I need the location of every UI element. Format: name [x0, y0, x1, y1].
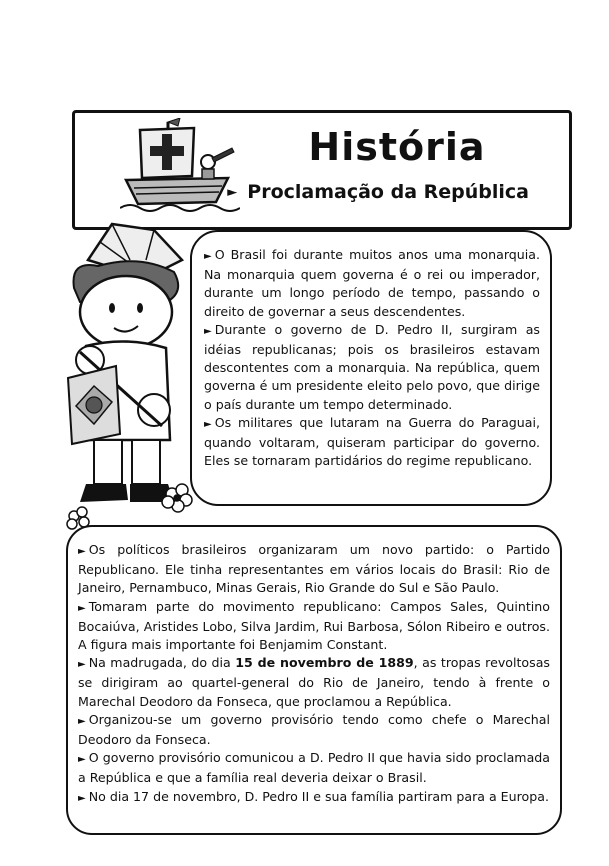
paragraph-text: O Brasil foi durante muitos anos uma monarquia. Na monarquia quem governa é o rei ou imperador, durante um longo período de tempo, passando o direito de governar a seus descendentes.	[204, 247, 540, 319]
details-paragraph	[78, 749, 550, 787]
paragraph-text: Na madrugada, do dia	[88, 655, 236, 671]
triangle-bullet-icon: ►	[227, 185, 238, 200]
speech-bubble-intro	[190, 230, 552, 506]
triangle-bullet-icon: ►	[204, 418, 212, 430]
triangle-bullet-icon: ►	[78, 754, 86, 766]
details-text	[78, 541, 550, 808]
details-paragraph	[78, 598, 550, 655]
intro-paragraph	[204, 414, 540, 471]
page-title: História	[308, 125, 486, 169]
details-paragraph	[78, 541, 550, 598]
flowers-decoration	[60, 480, 200, 530]
paragraph-text: Os militares que lutaram na Guerra do Paraguai, quando voltaram, quiseram participar do governo. Eles se tornaram partidários do regime republicano.	[204, 414, 540, 469]
details-paragraph	[78, 788, 550, 808]
triangle-bullet-icon: ►	[78, 792, 86, 804]
triangle-bullet-icon: ►	[78, 602, 86, 614]
paragraph-text: , as tropas revoltosas se dirigiram ao quartel-general do Rio de Janeiro, tendo à frente o Marechal Deodoro da Fonseca, que proclamou a República.	[78, 655, 550, 709]
intro-paragraph	[204, 246, 540, 321]
intro-paragraph	[204, 321, 540, 414]
triangle-bullet-icon: ►	[204, 325, 212, 337]
triangle-bullet-icon: ►	[78, 546, 86, 557]
paragraph-text: No dia 17 de novembro, D. Pedro II e sua família partiram para a Europa.	[88, 788, 549, 804]
paragraph-text: O governo provisório comunicou a D. Pedro II que havia sido proclamada a República e que a família real deveria deixar o Brasil.	[78, 750, 550, 786]
speech-bubble-details	[66, 525, 562, 835]
triangle-bullet-icon: ►	[78, 659, 86, 671]
paragraph-text: Organizou-se um governo provisório tendo como chefe o Marechal Deodoro da Fonseca.	[78, 711, 550, 748]
page-subtitle	[227, 181, 529, 203]
paragraph-text: Os políticos brasileiros organizaram um novo partido: o Partido Republicano. Ele tinha representantes em vários locais do Brasil: Rio de Janeiro, Pernambuco, Minas Gerais, Rio Grande do Sul e São Paulo.	[78, 542, 550, 596]
intro-text	[204, 246, 540, 470]
proclamation-date: 15 de novembro de 1889	[235, 655, 414, 671]
details-paragraph	[78, 654, 550, 711]
triangle-bullet-icon: ►	[204, 251, 212, 262]
paragraph-text: Durante o governo de D. Pedro II, surgiram as idéias republicanas; pois os brasileiros estavam descontentes com a monarquia. Na república, quem governa é um presidente eleito pelo povo, que dirige o país durante um tempo determinado.	[204, 321, 540, 412]
triangle-bullet-icon: ►	[78, 715, 86, 727]
details-paragraph	[78, 711, 550, 749]
ship-illustration	[120, 118, 240, 212]
subtitle-text: Proclamação da República	[247, 181, 529, 203]
paragraph-text: Tomaram parte do movimento republicano: Campos Sales, Quintino Bocaiúva, Aristides Lobo, Silva Jardim, Rui Barbosa, Sólon Ribeiro e outros. A figura mais importante foi Benjamim Constant.	[78, 598, 550, 653]
